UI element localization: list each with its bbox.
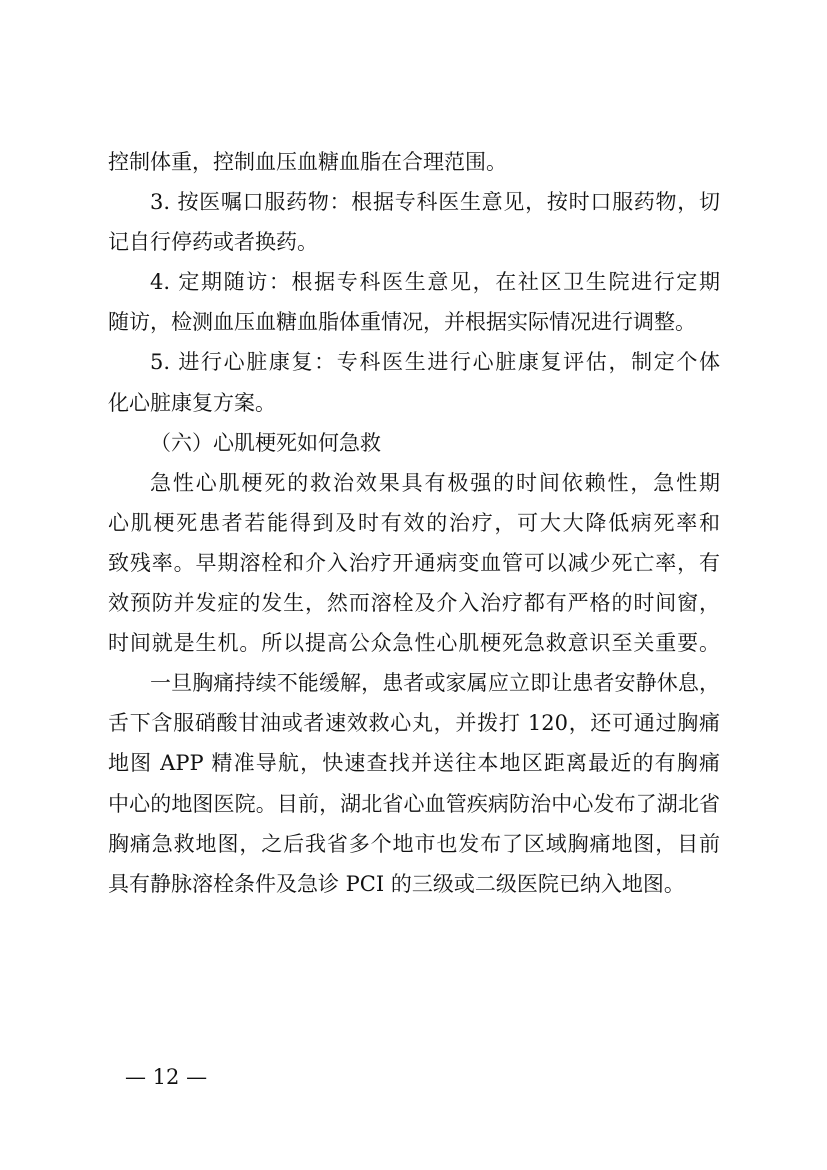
- body-text: [108, 142, 720, 904]
- list-item-5: 5. 进行心脏康复：专科医生进行心脏康复评估，制定个体: [150, 350, 720, 375]
- section-heading: （六）心肌梗死如何急救: [150, 430, 381, 455]
- paragraph-line: 中心的地图医院。目前，湖北省心血管疾病防治中心发布了湖北省: [108, 791, 720, 816]
- text-line: 随访，检测血压血糖血脂体重情况，并根据实际情况进行调整。: [108, 310, 696, 335]
- paragraph-line: 舌下含服硝酸甘油或者速效救心丸，并拨打 120，还可通过胸痛: [108, 711, 720, 736]
- paragraph-line: 一旦胸痛持续不能缓解，患者或家属应立即让患者安静休息，: [150, 671, 720, 696]
- text-line: 控制体重，控制血压血糖血脂在合理范围。: [108, 150, 507, 174]
- paragraph-line: 致残率。早期溶栓和介入治疗开通病变血管可以减少死亡率，有: [108, 550, 720, 575]
- paragraph-line: 胸痛急救地图，之后我省多个地市也发布了区域胸痛地图，目前: [108, 831, 720, 856]
- paragraph-line: 急性心肌梗死的救治效果具有极强的时间依赖性，急性期: [150, 470, 720, 495]
- paragraph-line: 效预防并发症的发生，然而溶栓及介入治疗都有严格的时间窗，: [108, 591, 720, 616]
- paragraph-line: 心肌梗死患者若能得到及时有效的治疗，可大大降低病死率和: [108, 510, 720, 535]
- page-number: — 12 —: [125, 1065, 208, 1089]
- text-line: 记自行停药或者换药。: [108, 230, 318, 255]
- text-line: 化心脏康复方案。: [108, 390, 276, 415]
- list-item-3: 3. 按医嘱口服药物：根据专科医生意见，按时口服药物，切: [150, 190, 720, 215]
- paragraph-line: 地图 APP 精准导航，快速查找并送往本地区距离最近的有胸痛: [108, 751, 720, 776]
- paragraph-line: 时间就是生机。所以提高公众急性心肌梗死急救意识至关重要。: [108, 631, 720, 656]
- list-item-4: 4. 定期随访：根据专科医生意见，在社区卫生院进行定期: [150, 270, 720, 295]
- paragraph-line: 具有静脉溶栓条件及急诊 PCI 的三级或二级医院已纳入地图。: [108, 871, 685, 896]
